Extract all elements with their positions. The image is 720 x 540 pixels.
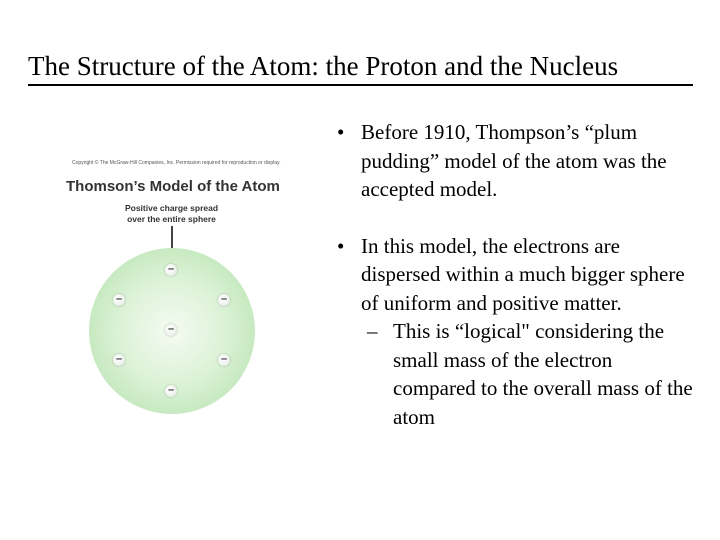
bullet-marker: •	[337, 233, 345, 258]
electron: –	[165, 385, 177, 397]
figure-label	[114, 203, 229, 225]
sub-bullet-text: This is “logical" considering the small mass of the electron compared to the overall mass of the atom	[393, 319, 693, 429]
sub-bullet-item	[361, 317, 697, 431]
electron: –	[218, 294, 230, 306]
figure-label-line2: over the entire sphere	[127, 214, 216, 224]
electron: –	[165, 264, 177, 276]
bullet-list	[337, 118, 697, 431]
bullet-text: Before 1910, Thompson’s “plum pudding” model of the atom was the accepted model.	[361, 120, 667, 201]
bullet-text: In this model, the electrons are dispersed within a much bigger sphere of uniform and positive matter.	[361, 233, 685, 315]
slide-title: The Structure of the Atom: the Proton and the Nucleus	[28, 50, 693, 86]
electron: –	[218, 354, 230, 366]
figure-title: Thomson’s Model of the Atom	[66, 178, 280, 195]
electron: –	[113, 294, 125, 306]
bullet-item	[337, 118, 697, 204]
figure-copyright: Copyright © The McGraw-Hill Companies, Inc. Permission required for reproduction or display.	[72, 160, 281, 166]
figure-label-line1: Positive charge spread	[124, 203, 219, 213]
electron: –	[165, 324, 177, 336]
bullet-marker: •	[337, 120, 345, 144]
electron: –	[113, 354, 125, 366]
sub-bullet-marker: –	[367, 319, 378, 343]
bullet-item	[337, 232, 697, 432]
